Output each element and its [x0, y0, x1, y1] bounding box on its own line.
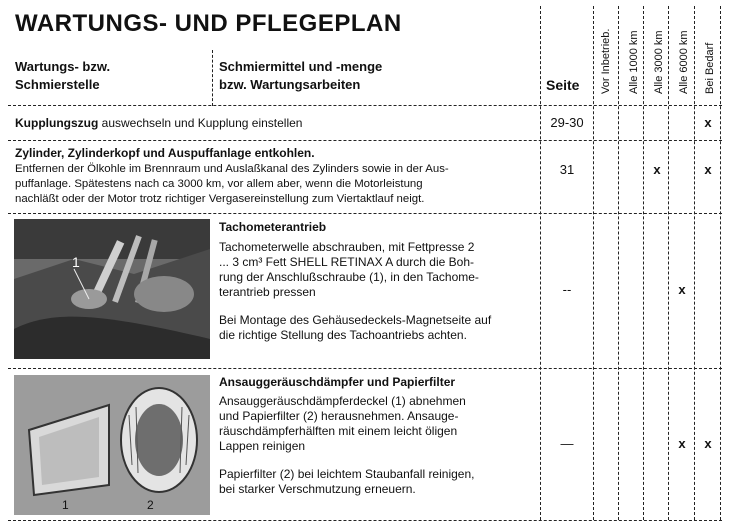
row2-seite: 31: [559, 162, 575, 177]
row2-mark-bedarf: x: [704, 162, 712, 177]
row4-mark-6000: x: [678, 436, 686, 451]
tachometer-photo: [14, 219, 210, 359]
header-col1-line2: Schmierstelle: [15, 77, 100, 92]
right-border: [720, 6, 721, 520]
bottom-border: [8, 520, 722, 521]
tachometer-photo-label: 1: [72, 254, 80, 270]
row1-mark-bedarf: x: [704, 115, 712, 130]
header-bei-bedarf: Bei Bedarf: [704, 42, 716, 94]
row3-mark-6000: x: [678, 282, 686, 297]
row2-body-line2: puffanlage. Spätestens nach ca 3000 km, vor allem aber, wenn die Motorleistung: [15, 178, 423, 190]
interval-divider-4: [668, 6, 669, 520]
row2-body-line3: nachläßt oder der Motor trotz richtiger Vergasereinstellung zum Viertaktlauf neigt.: [15, 193, 425, 205]
row3-para1-line3: rung der Anschlußschraube (1), in den Tachome-: [219, 270, 479, 284]
row3-para1-line4: terantrieb pressen: [219, 285, 316, 299]
row1-text: Kupplungszug auswechseln und Kupplung einstellen: [15, 116, 303, 130]
row2-divider: [8, 213, 722, 214]
row4-para2-line1: Papierfilter (2) bei leichtem Staubanfall reinigen,: [219, 467, 475, 481]
row3-para2-line1: Bei Montage des Gehäusedeckels-Magnetseite auf: [219, 313, 492, 327]
row4-para1-line4: Lappen reinigen: [219, 439, 306, 453]
row2-heading: Zylinder, Zylinderkopf und Auspuffanlage entkohlen.: [15, 146, 315, 160]
seite-divider: [540, 6, 541, 520]
header-alle-1000: Alle 1000 km: [628, 30, 640, 94]
col1-divider: [212, 50, 213, 106]
header-seite: Seite: [546, 77, 580, 93]
air-filter-photo-label-2: 2: [147, 498, 154, 512]
row4-para1-line1: Ansauggeräuschdämpferdeckel (1) abnehmen: [219, 394, 466, 408]
row4-para1-line3: räuschdämpferhälften mit einem leicht öligen: [219, 424, 458, 438]
row4-para1-line2: und Papierfilter (2) herausnehmen. Ansauge-: [219, 409, 459, 423]
header-alle-3000: Alle 3000 km: [653, 30, 665, 94]
header-col2-line1: Schmiermittel und -menge: [219, 59, 383, 74]
row2-mark-3000: x: [653, 162, 661, 177]
row3-heading: Tachometerantrieb: [219, 220, 327, 234]
row4-heading: Ansauggeräuschdämpfer und Papierfilter: [219, 375, 456, 389]
row1-divider: [8, 140, 722, 141]
row3-seite: --: [562, 282, 572, 297]
interval-divider-1: [593, 6, 594, 520]
header-divider: [8, 105, 722, 106]
row3-divider: [8, 368, 722, 369]
air-filter-photo-label-1: 1: [62, 498, 69, 512]
header-alle-6000: Alle 6000 km: [678, 30, 690, 94]
interval-divider-2: [618, 6, 619, 520]
interval-divider-3: [643, 6, 644, 520]
row3-para1-line1: Tachometerwelle abschrauben, mit Fettpresse 2: [219, 240, 475, 254]
row4-mark-bedarf: x: [704, 436, 712, 451]
header-col1-line1: Wartungs- bzw.: [15, 59, 111, 74]
air-filter-photo: [14, 375, 210, 515]
row3-para1-line2: ... 3 cm³ Fett SHELL RETINAX A durch die Boh-: [219, 255, 474, 269]
header-vor-inbetrieb: Vor Inbetrieb.: [600, 28, 612, 94]
row4-seite: —: [560, 436, 574, 451]
page-title: WARTUNGS- UND PFLEGEPLAN: [15, 10, 402, 37]
row2-body-line1: Entfernen der Ölkohle im Brennraum und Auslaßkanal des Zylinders sowie in der Aus-: [15, 163, 449, 175]
row4-para2-line2: bei starker Verschmutzung erneuern.: [219, 482, 416, 496]
row3-para2-line2: die richtige Stellung des Tachoantriebs achten.: [219, 328, 467, 342]
header-col2-line2: bzw. Wartungsarbeiten: [219, 77, 361, 92]
row1-seite: 29-30: [550, 115, 584, 130]
interval-divider-5: [694, 6, 695, 520]
